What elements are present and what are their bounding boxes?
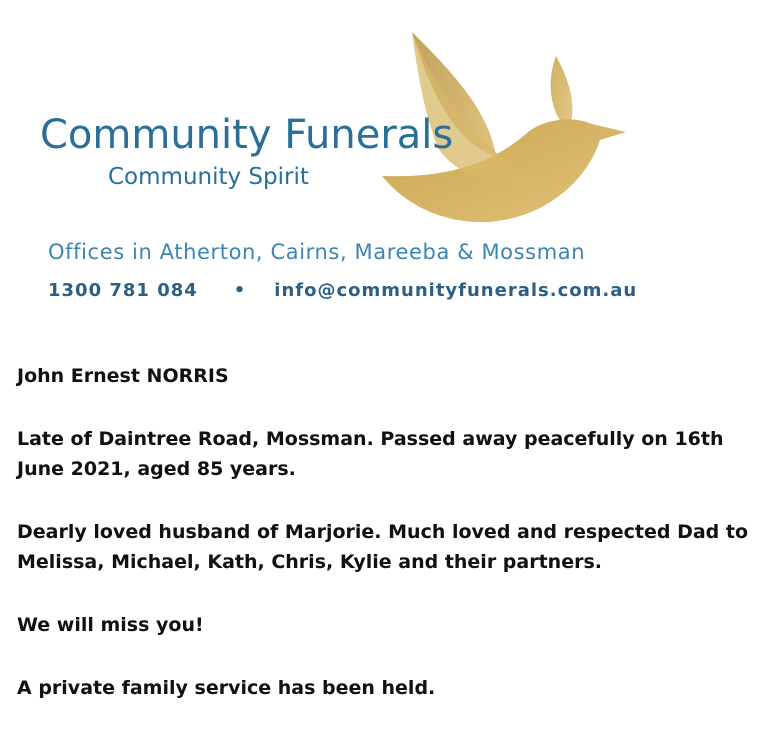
family-message: Dearly loved husband of Marjorie. Much loved and respected Dad to Melissa, Michael, Kath, Chris, Kylie and their partners. (17, 521, 749, 573)
separator-dot: • (233, 280, 247, 301)
deceased-name: John Ernest NORRIS (17, 365, 229, 387)
brand-tagline: Community Spirit (108, 164, 309, 190)
email-address: info@communityfunerals.com.au (274, 280, 638, 301)
farewell-message: We will miss you! (17, 614, 204, 636)
notice-details: Late of Daintree Road, Mossman. Passed away peacefully on 16th June 2021, aged 85 years. (17, 428, 724, 480)
service-info: A private family service has been held. (17, 677, 436, 699)
funeral-home-banner (0, 0, 780, 320)
brand-name: Community Funerals (40, 112, 454, 158)
phone-number: 1300 781 084 (48, 280, 198, 301)
contact-line (48, 280, 637, 301)
office-locations: Offices in Atherton, Cairns, Mareeba & Mossman (48, 240, 586, 264)
death-notice (17, 361, 757, 736)
